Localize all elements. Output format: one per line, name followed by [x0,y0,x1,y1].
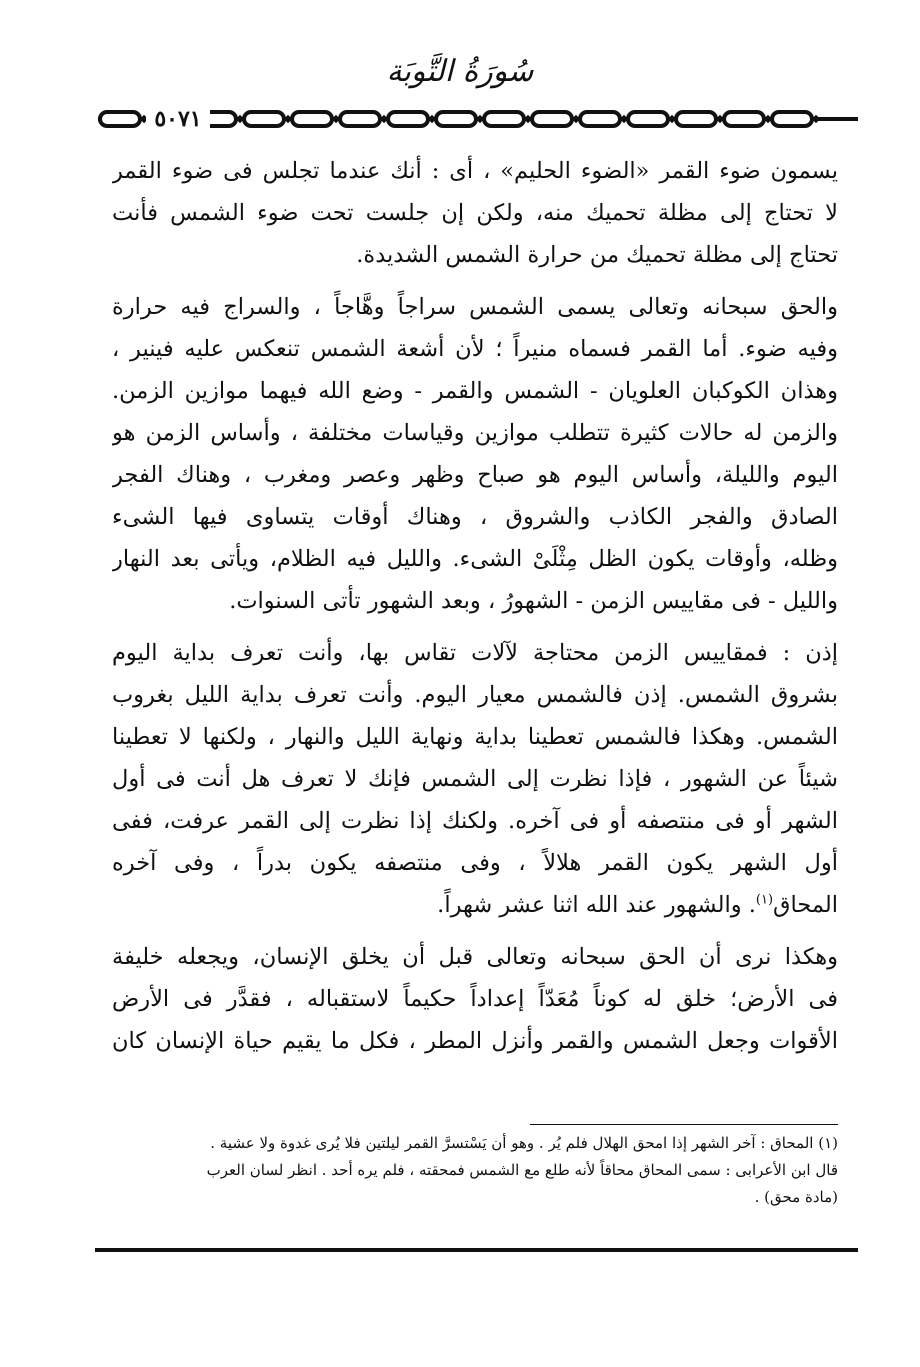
chain-link [292,112,332,126]
text-line: اليوم والليلة، وأساس اليوم هو صباح وظهر وعصر ومغرب ، وهناك الفجر [112,462,838,488]
bottom-rule [95,1248,858,1252]
chain-link [532,112,572,126]
text-segment: والشهور عند الله اثنا عشر شهراً. [437,892,742,918]
chain-link [772,112,812,126]
chain-link [388,112,428,126]
text-line: وهكذا نرى أن الحق سبحانه وتعالى قبل أن يخلق الإنسان، ويجعله خليفة [112,944,838,970]
text-line: والزمن له حالات كثيرة تتطلب موازين وقياسات مختلفة ، وأساس الزمن هو [112,420,838,446]
text-line: وظله، وأوقات يكون الظل مِثْلَىْ الشىء. والليل فيه الظلام، ويأتى بعد النهار [112,546,838,572]
text-line: الشهر أو فى منتصفه أو فى آخره. ولكنك إذا نظرت إلى القمر عرفت، ففى [112,808,838,834]
text-segment: المحاق [773,892,838,918]
text-line: شيئاً عن الشهور ، فإذا نظرت إلى الشمس فإنك لا تعرف هل أنت فى أول [112,766,838,792]
text-line: والليل - فى مقاييس الزمن - الشهورُ ، وبعد الشهور تأتى السنوات. [229,588,838,614]
chain-link [340,112,380,126]
surah-title: سُورَةُ التَّوبَة [386,54,534,89]
footnote-line: (مادة محق) . [754,1188,838,1206]
text-line: والحق سبحانه وتعالى يسمى الشمس سراجاً وهَّاجاً ، والسراج فيه حرارة [112,294,838,320]
chain-link [244,112,284,126]
text-line: لا تحتاج إلى مظلة تحميك منه، ولكن إن جلست تحت ضوء الشمس فأنت [112,200,838,226]
chain-link [724,112,764,126]
footnote-separator [530,1124,838,1125]
paragraph-2 [112,286,838,622]
page-number: ٥٠٧١ [146,105,210,133]
body-text [112,150,838,1062]
text-line: وهذان الكوكبان العلويان - الشمس والقمر - وضع الله فيهما موازين الزمن. [112,378,838,404]
text-line: يسمون ضوء القمر «الضوء الحليم» ، أى : أنك عندما تجلس فى ضوء القمر [112,158,838,184]
footnote-reference[interactable]: (١) [755,892,774,908]
header-ornament-chain [98,98,858,140]
footnote-line: (١) المحاق : آخر الشهر إذا امحق الهلال فلم يُر . وهو أن يَسْتسرَّ القمر ليلتين فلا يُرى غدوة ولا عشية . [210,1134,838,1152]
text-line: وفيه ضوء. أما القمر فسماه منيراً ؛ لأن أشعة الشمس تنعكس عليه فينير ، [112,336,838,362]
chain-link [676,112,716,126]
chain-link [628,112,668,126]
chain-link [436,112,476,126]
text-line: إذن : فمقاييس الزمن محتاجة لآلات تقاس بها، وأنت تعرف بداية اليوم [112,640,838,666]
paragraph-4 [112,936,838,1062]
text-line: الصادق والفجر الكاذب والشروق ، وهناك أوقات يتساوى فيها الشىء [112,504,838,530]
paragraph-3 [112,632,838,926]
text-line: الشمس. وهكذا فالشمس تعطينا بداية ونهاية الليل والنهار ، ولكنها لا تعطينا [112,724,838,750]
text-line: فى الأرض؛ خلق له كوناً مُعَدّاً إعداداً حكيماً لاستقباله ، فقدَّر فى الأرض [112,986,838,1012]
text-line: بشروق الشمس. إذن فالشمس معيار اليوم. وأنت تعرف بداية الليل بغروب [112,682,838,708]
text-line-with-footnote: المحاق$^{(١)}$. والشهور عند الله اثنا عشر شهراً. [437,892,838,918]
paragraph-1 [112,150,838,276]
chain-link [100,112,140,126]
footnote-line: قال ابن الأعرابى : سمى المحاق محاقاً لأنه طلع مع الشمس فمحقته ، فلم يره أحد . انظر لسان العرب [206,1161,838,1179]
chain-link [580,112,620,126]
text-line: الأقوات وجعل الشمس والقمر وأنزل المطر ، فكل ما يقيم حياة الإنسان كان [112,1028,838,1054]
chain-link [484,112,524,126]
text-line: تحتاج إلى مظلة تحميك من حرارة الشمس الشديدة. [356,242,838,268]
text-line: أول الشهر يكون القمر هلالاً ، وفى منتصفه يكون بدراً ، وفى آخره [112,850,838,876]
footnotes [112,1130,838,1211]
